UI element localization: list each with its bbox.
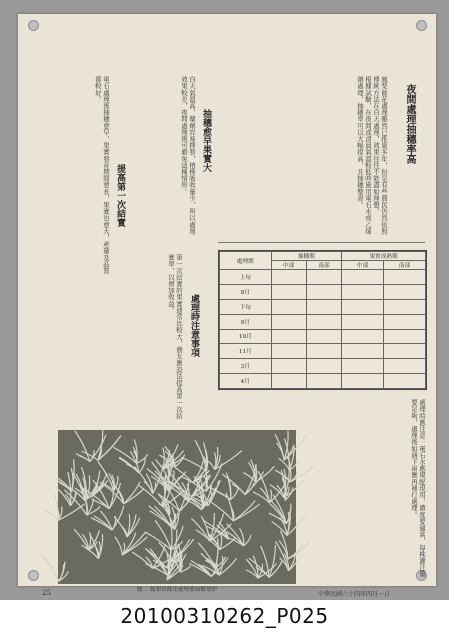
table-cell [271, 329, 306, 344]
table-cell [384, 359, 426, 374]
table-row [220, 270, 426, 285]
table-cell: 4月 [220, 374, 272, 389]
table-cell [271, 270, 306, 285]
section-title: 處理時注意事項 [189, 294, 199, 357]
table-cell [306, 270, 341, 285]
body-paragraph: 第一次結實的果實通常比較大，農友應設法提高第一次結實率，以增加收益。 [167, 254, 183, 419]
table-cell [384, 374, 426, 389]
table-row [220, 284, 426, 299]
table-cell [384, 329, 426, 344]
table-cell [342, 359, 384, 374]
leaf-stroke [43, 509, 58, 521]
body-paragraph: 電石處理後抽穗愈早，果實發育期間愈長，果實也愈大，產量及品質都較好。 [94, 76, 110, 274]
table-header: 處理期 [220, 252, 272, 270]
table-cell [306, 329, 341, 344]
table-subheader: 南部 [384, 261, 426, 270]
table-cell [271, 314, 306, 329]
table-cell [342, 374, 384, 389]
table-cell [306, 314, 341, 329]
table-cell [384, 270, 426, 285]
table-row [220, 359, 426, 374]
archive-label: 20100310262_P025 [120, 604, 329, 628]
table-cell: 9月 [220, 314, 272, 329]
table-subheader: 南部 [306, 261, 341, 270]
table-cell [271, 284, 306, 299]
table-cell [342, 299, 384, 314]
table-header: 果實成熟期 [342, 252, 426, 261]
table-cell: 上旬 [220, 270, 272, 285]
table-cell [342, 314, 384, 329]
body-paragraph: 處理時應注意：電石水應現配現用，濃度要適當，每株灌注量要足夠，處理後如遇下雨應再補行處理。 [410, 399, 426, 578]
table-cell [384, 344, 426, 359]
table-row [220, 314, 426, 329]
leaf-stroke [44, 558, 59, 581]
body-paragraph: 鳳梨催花處理雖然已推廣多年，但是有些農民仍然依照傳統方法在白天處理，效果往往不能盡如理想。 根據試驗，在夜間或清晨氣溫較低時施用電石水或乙烯劑處理，抽穗率可以大幅提高，且抽穗整齊。 [356, 76, 388, 235]
table-cell [271, 299, 306, 314]
table-cell [384, 299, 426, 314]
issue-date: 中華民國六十四年四月一日 [318, 591, 391, 598]
page-number: 25 [42, 589, 51, 597]
article-title: 夜間處理抽穗率高 [404, 84, 415, 164]
table-cell [306, 284, 341, 299]
pineapple-field-photo [58, 430, 296, 584]
table-subheader: 中部 [342, 261, 384, 270]
table-row [220, 374, 426, 389]
table-cell: 10月 [220, 329, 272, 344]
schedule-table [218, 250, 427, 390]
table-cell [306, 374, 341, 389]
photo-caption: 圖二 鳳梨田催花處理後抽穗情形 [136, 587, 218, 593]
table-cell: 11月 [220, 344, 272, 359]
table-cell [342, 329, 384, 344]
table-row [220, 344, 426, 359]
document-page [18, 14, 436, 598]
divider [218, 242, 425, 243]
table-subheader: 中部 [271, 261, 306, 270]
table-cell: 8月 [220, 284, 272, 299]
section-title: 抽穗愈早果實大 [201, 109, 211, 172]
body-paragraph: 白天氣溫高，藥劑容易揮發，植株吸收量少，所以處理效果較差，夜間處理則可避免這種情形。 [180, 76, 196, 235]
staple-hole [28, 570, 39, 581]
table-cell [342, 344, 384, 359]
table-cell [271, 374, 306, 389]
staple-hole [416, 20, 427, 31]
table-row [220, 299, 426, 314]
table-cell: 下旬 [220, 299, 272, 314]
table-cell [271, 359, 306, 374]
table-cell [271, 344, 306, 359]
section-title: 提高第一次結實 [115, 164, 125, 227]
table-cell [306, 299, 341, 314]
staple-hole [28, 20, 39, 31]
table-cell [342, 270, 384, 285]
leaf-stroke [41, 554, 59, 582]
table-header: 抽穗期 [271, 252, 342, 261]
table-cell: 3月 [220, 359, 272, 374]
table-row [220, 329, 426, 344]
table-cell [384, 284, 426, 299]
table-cell [342, 284, 384, 299]
table-cell [306, 344, 341, 359]
table-cell [384, 314, 426, 329]
table-cell [306, 359, 341, 374]
